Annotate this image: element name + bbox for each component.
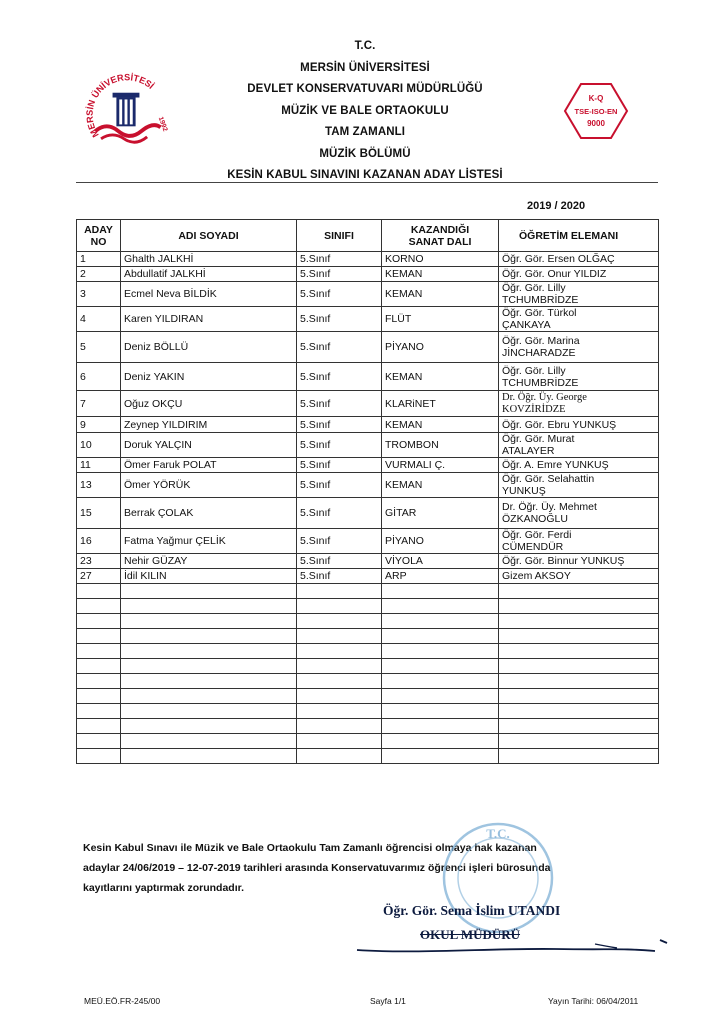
- empty-row: [77, 599, 659, 614]
- row-class: 5.Sınıf: [297, 473, 382, 498]
- empty-cell: [499, 599, 659, 614]
- empty-cell: [382, 584, 499, 599]
- note-line-3: kayıtlarını yaptırmak zorundadır.: [83, 882, 245, 894]
- row-teacher: [499, 417, 659, 433]
- row-branch: KLARiNET: [382, 391, 499, 417]
- teacher-line-1: Gizem AKSOY: [502, 570, 571, 582]
- signature-stroke: [355, 932, 675, 962]
- row-branch: KEMAN: [382, 473, 499, 498]
- table-row: [77, 282, 659, 307]
- row-class: 5.Sınıf: [297, 498, 382, 529]
- empty-cell: [499, 584, 659, 599]
- row-teacher: [499, 498, 659, 529]
- row-teacher: [499, 391, 659, 417]
- header-divider: [76, 182, 658, 183]
- teacher-line-1: Öğr. Gör. Murat: [502, 433, 575, 445]
- row-no: 27: [77, 569, 121, 584]
- teacher-line-1: Öğr. A. Emre YUNKUŞ: [502, 459, 609, 471]
- header-line-tc: T.C.: [354, 40, 376, 52]
- tse-line3: 9000: [587, 119, 605, 128]
- empty-cell: [77, 719, 121, 734]
- empty-cell: [121, 719, 297, 734]
- signer-name: Öğr. Gör. Sema İslim UTANDI: [383, 903, 561, 918]
- row-class: 5.Sınıf: [297, 569, 382, 584]
- empty-row: [77, 659, 659, 674]
- teacher-line-1: Öğr. Gör. Onur YILDIZ: [502, 268, 607, 280]
- table-row: [77, 569, 659, 584]
- row-teacher: [499, 569, 659, 584]
- row-branch: KEMAN: [382, 417, 499, 433]
- empty-cell: [499, 674, 659, 689]
- row-branch: FLÜT: [382, 307, 499, 332]
- logo-ring-text: MERSİN ÜNİVERSİTESİ: [84, 72, 156, 140]
- empty-cell: [297, 674, 382, 689]
- empty-cell: [297, 614, 382, 629]
- tse-line1: K-Q: [588, 94, 604, 103]
- table-row: [77, 473, 659, 498]
- empty-cell: [382, 719, 499, 734]
- table-row: [77, 252, 659, 267]
- empty-cell: [499, 644, 659, 659]
- table-row: [77, 554, 659, 569]
- row-branch: TROMBON: [382, 433, 499, 458]
- row-name: Abdullatif JALKHİ: [121, 267, 297, 282]
- row-class: 5.Sınıf: [297, 307, 382, 332]
- header-fulltime: TAM ZAMANLI: [324, 126, 406, 138]
- table-row: [77, 363, 659, 391]
- row-teacher: [499, 473, 659, 498]
- teacher-line-1: Öğr. Gör. Türkol: [502, 307, 577, 319]
- row-class: 5.Sınıf: [297, 282, 382, 307]
- empty-cell: [297, 734, 382, 749]
- row-teacher: [499, 332, 659, 363]
- row-no: 7: [77, 391, 121, 417]
- empty-row: [77, 749, 659, 764]
- header-department: MÜZİK BÖLÜMÜ: [319, 147, 411, 160]
- row-name: İdil KILIN: [121, 569, 297, 584]
- empty-cell: [499, 629, 659, 644]
- page-title: KESİN KABUL SINAVINI KAZANAN ADAY LİSTESİ: [227, 169, 503, 181]
- empty-cell: [499, 614, 659, 629]
- empty-cell: [297, 749, 382, 764]
- publish-date: Yayın Tarihi: 06/04/2011: [548, 996, 639, 1006]
- empty-cell: [382, 749, 499, 764]
- table-header-row: [77, 220, 659, 252]
- empty-row: [77, 644, 659, 659]
- empty-cell: [297, 644, 382, 659]
- row-no: 15: [77, 498, 121, 529]
- header-conservatory: DEVLET KONSERVATUVARI MÜDÜRLÜĞÜ: [247, 83, 483, 95]
- table-row: [77, 267, 659, 282]
- teacher-line-1: Öğr. Gör. Marina: [502, 335, 580, 347]
- col-header-branch: KAZANDIĞI SANAT DALI: [382, 220, 499, 252]
- empty-cell: [297, 704, 382, 719]
- signer-title: OKUL MÜDÜRÜ: [420, 927, 521, 942]
- table-row: [77, 332, 659, 363]
- note-line-1: Kesin Kabul Sınavı ile Müzik ve Bale Ortaokulu Tam Zamanlı öğrencisi olmaya hak kazanan: [83, 842, 537, 854]
- empty-cell: [77, 629, 121, 644]
- col-header-no: ADAY NO: [77, 220, 121, 252]
- university-logo: [78, 62, 174, 158]
- row-class: 5.Sınıf: [297, 391, 382, 417]
- row-no: 10: [77, 433, 121, 458]
- empty-cell: [297, 629, 382, 644]
- empty-cell: [121, 644, 297, 659]
- row-class: 5.Sınıf: [297, 529, 382, 554]
- teacher-line-1: Öğr. Gör. Lilly: [502, 364, 566, 377]
- empty-cell: [121, 659, 297, 674]
- table-row: [77, 391, 659, 417]
- empty-row: [77, 584, 659, 599]
- empty-row: [77, 614, 659, 629]
- row-no: 5: [77, 332, 121, 363]
- row-name: Zeynep YILDIRIM: [121, 417, 297, 433]
- header-school: MÜZİK VE BALE ORTAOKULU: [281, 104, 449, 117]
- row-branch: VİYOLA: [382, 554, 499, 569]
- row-no: 13: [77, 473, 121, 498]
- teacher-line-1: Dr. Öğr. Üy. George: [502, 391, 587, 403]
- teacher-line-2: ÇANKAYA: [502, 319, 551, 331]
- table-row: [77, 307, 659, 332]
- empty-cell: [77, 689, 121, 704]
- row-name: Berrak ÇOLAK: [121, 498, 297, 529]
- row-name: Deniz BÖLLÜ: [121, 332, 297, 363]
- row-name: Oğuz OKÇU: [121, 391, 297, 417]
- empty-cell: [297, 719, 382, 734]
- row-teacher: [499, 433, 659, 458]
- empty-cell: [121, 704, 297, 719]
- empty-cell: [121, 734, 297, 749]
- table-row: [77, 529, 659, 554]
- row-class: 5.Sınıf: [297, 554, 382, 569]
- empty-cell: [499, 719, 659, 734]
- candidate-table: [76, 219, 659, 764]
- row-name: Karen YILDIRAN: [121, 307, 297, 332]
- row-branch: VURMALI Ç.: [382, 458, 499, 473]
- row-teacher: [499, 529, 659, 554]
- empty-cell: [121, 599, 297, 614]
- header-university: MERSİN ÜNİVERSİTESİ: [300, 61, 430, 74]
- empty-cell: [77, 674, 121, 689]
- empty-cell: [297, 689, 382, 704]
- row-branch: PİYANO: [382, 332, 499, 363]
- empty-cell: [382, 629, 499, 644]
- empty-cell: [77, 614, 121, 629]
- empty-cell: [499, 734, 659, 749]
- empty-cell: [382, 674, 499, 689]
- empty-cell: [297, 599, 382, 614]
- teacher-line-2: JİNCHARADZE: [502, 347, 576, 359]
- empty-row: [77, 629, 659, 644]
- teacher-line-2: ÖZKANOĞLU: [502, 513, 568, 525]
- row-no: 1: [77, 252, 121, 267]
- table-row: [77, 498, 659, 529]
- empty-cell: [121, 614, 297, 629]
- row-class: 5.Sınıf: [297, 417, 382, 433]
- empty-cell: [77, 734, 121, 749]
- col-header-name: ADI SOYADI: [121, 220, 297, 252]
- tse-certification-icon: [563, 82, 629, 140]
- logo-year: 1992: [156, 115, 169, 133]
- row-teacher: [499, 282, 659, 307]
- row-teacher: [499, 252, 659, 267]
- empty-cell: [499, 704, 659, 719]
- row-branch: KEMAN: [382, 282, 499, 307]
- form-code: MEÜ.EÖ.FR-245/00: [84, 996, 161, 1006]
- registration-note: [83, 838, 663, 898]
- row-no: 9: [77, 417, 121, 433]
- row-name: Ecmel Neva BİLDİK: [121, 282, 297, 307]
- row-no: 16: [77, 529, 121, 554]
- col-header-class: SINIFI: [297, 220, 382, 252]
- row-no: 2: [77, 267, 121, 282]
- row-no: 4: [77, 307, 121, 332]
- row-no: 3: [77, 282, 121, 307]
- teacher-line-2: ATALAYER: [502, 445, 555, 457]
- empty-row: [77, 674, 659, 689]
- teacher-line-1: Öğr. Gör. Ferdi: [502, 529, 572, 541]
- empty-cell: [382, 614, 499, 629]
- row-class: 5.Sınıf: [297, 433, 382, 458]
- empty-cell: [499, 659, 659, 674]
- empty-cell: [382, 644, 499, 659]
- wave-icon: [95, 125, 160, 136]
- document-header: [180, 36, 550, 187]
- row-teacher: [499, 267, 659, 282]
- row-no: 6: [77, 363, 121, 391]
- col-header-teacher: ÖĞRETİM ELEMANI: [499, 220, 659, 252]
- row-teacher: [499, 458, 659, 473]
- stamp-text: T.C.: [486, 826, 510, 841]
- note-line-2: adaylar 24/06/2019 – 12-07-2019 tarihleri arasında Konservatuvarımız öğrenci işleri bürosunda: [83, 862, 551, 874]
- row-teacher: [499, 363, 659, 391]
- empty-cell: [382, 689, 499, 704]
- teacher-line-1: Dr. Öğr. Üy. Mehmet: [502, 501, 597, 513]
- row-class: 5.Sınıf: [297, 252, 382, 267]
- tse-line2: TSE-ISO-EN: [574, 107, 618, 116]
- empty-cell: [77, 584, 121, 599]
- empty-cell: [121, 584, 297, 599]
- empty-cell: [499, 749, 659, 764]
- row-no: 11: [77, 458, 121, 473]
- row-name: Ömer YÖRÜK: [121, 473, 297, 498]
- crescent-icon: [481, 862, 501, 902]
- table-row: [77, 417, 659, 433]
- row-branch: KEMAN: [382, 267, 499, 282]
- empty-cell: [121, 689, 297, 704]
- teacher-line-2: KOVZİRİDZE: [502, 403, 566, 415]
- empty-cell: [499, 689, 659, 704]
- row-name: Fatma Yağmur ÇELİK: [121, 529, 297, 554]
- row-class: 5.Sınıf: [297, 332, 382, 363]
- empty-cell: [382, 704, 499, 719]
- row-branch: KEMAN: [382, 363, 499, 391]
- empty-row: [77, 704, 659, 719]
- teacher-line-2: TCHUMBRİDZE: [502, 294, 579, 306]
- teacher-line-1: Öğr. Gör. Ersen OLĞAÇ: [502, 253, 615, 265]
- empty-cell: [297, 584, 382, 599]
- page-number: Sayfa 1/1: [370, 996, 406, 1006]
- empty-cell: [382, 734, 499, 749]
- empty-cell: [121, 629, 297, 644]
- row-branch: ARP: [382, 569, 499, 584]
- teacher-line-1: Öğr. Gör. Selahattin: [502, 473, 595, 485]
- table-row: [77, 458, 659, 473]
- teacher-line-1: Öğr. Gör. Binnur YUNKUŞ: [502, 555, 625, 567]
- row-no: 23: [77, 554, 121, 569]
- academic-year: 2019 / 2020: [527, 200, 586, 212]
- empty-cell: [297, 659, 382, 674]
- teacher-line-1: Öğr. Gör. Ebru YUNKUŞ: [502, 418, 617, 431]
- empty-cell: [77, 659, 121, 674]
- row-name: Ömer Faruk POLAT: [121, 458, 297, 473]
- empty-cell: [121, 674, 297, 689]
- empty-cell: [77, 749, 121, 764]
- empty-cell: [121, 749, 297, 764]
- teacher-line-2: TCHUMBRİDZE: [502, 376, 579, 389]
- row-name: Nehir GÜZAY: [121, 554, 297, 569]
- row-branch: PİYANO: [382, 529, 499, 554]
- empty-cell: [382, 659, 499, 674]
- empty-cell: [77, 644, 121, 659]
- row-branch: GİTAR: [382, 498, 499, 529]
- empty-cell: [77, 599, 121, 614]
- row-name: Doruk YALÇIN: [121, 433, 297, 458]
- column-icon: [113, 93, 140, 127]
- empty-cell: [77, 704, 121, 719]
- empty-row: [77, 719, 659, 734]
- row-class: 5.Sınıf: [297, 458, 382, 473]
- empty-row: [77, 689, 659, 704]
- empty-row: [77, 734, 659, 749]
- row-branch: KORNO: [382, 252, 499, 267]
- table-row: [77, 433, 659, 458]
- teacher-line-2: CÜMENDÜR: [502, 541, 564, 553]
- row-name: Ghalth JALKHİ: [121, 252, 297, 267]
- row-class: 5.Sınıf: [297, 267, 382, 282]
- row-teacher: [499, 307, 659, 332]
- teacher-line-1: Öğr. Gör. Lilly: [502, 282, 566, 294]
- teacher-line-2: YUNKUŞ: [502, 485, 546, 497]
- row-class: 5.Sınıf: [297, 363, 382, 391]
- empty-cell: [382, 599, 499, 614]
- row-teacher: [499, 554, 659, 569]
- row-name: Deniz YAKIN: [121, 363, 297, 391]
